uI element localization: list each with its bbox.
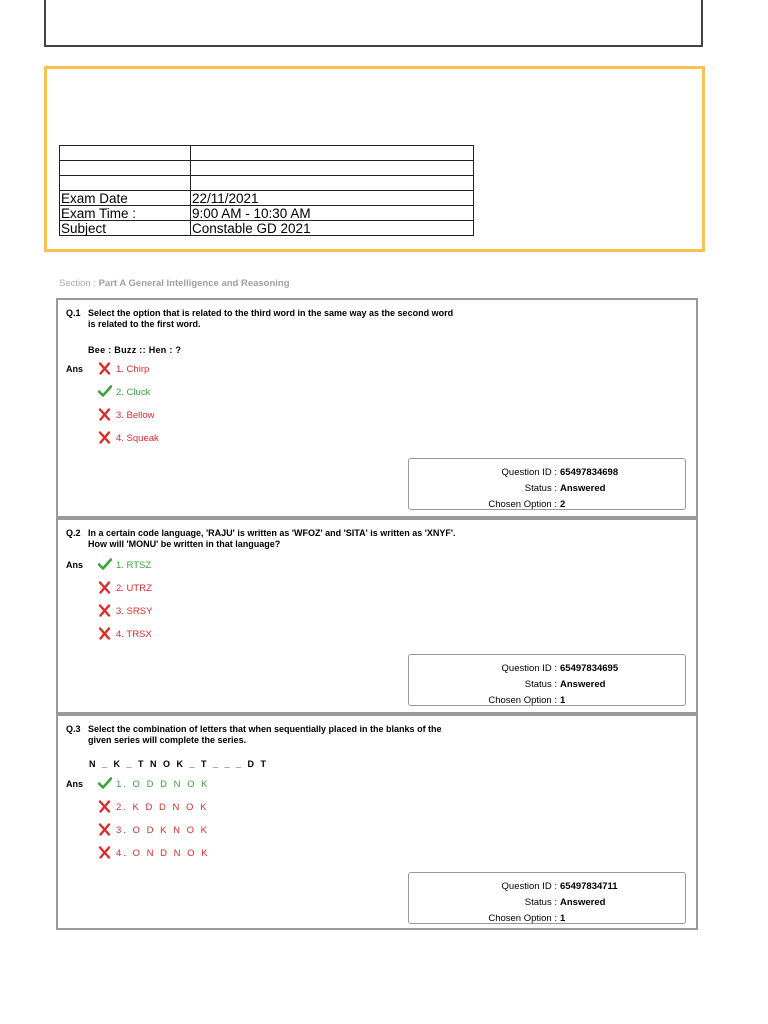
chosen-option-value: 2 <box>560 499 566 510</box>
chosen-option-label: Chosen Option : <box>488 913 557 924</box>
info-key <box>60 176 191 191</box>
info-value <box>191 146 474 161</box>
ans-label: Ans <box>66 779 84 789</box>
option-1 <box>98 777 209 791</box>
info-value <box>191 161 474 176</box>
option-text: 2. UTRZ <box>116 582 152 594</box>
chosen-option-value: 1 <box>560 913 566 924</box>
option-text: 4. O N D N O K <box>116 847 210 859</box>
ans-label: Ans <box>66 560 84 570</box>
cross-icon <box>98 408 114 422</box>
status-value: Answered <box>560 483 606 494</box>
check-icon <box>98 558 114 572</box>
info-row <box>60 191 474 206</box>
question-meta-box <box>408 654 686 706</box>
status-row <box>524 897 606 908</box>
check-icon <box>98 385 114 399</box>
info-row <box>60 221 474 236</box>
option-1 <box>98 362 149 376</box>
info-value: 22/11/2021 <box>191 191 474 206</box>
section-label <box>59 278 290 289</box>
question-analogy: Bee : Buzz :: Hen : ? <box>88 345 182 355</box>
info-key <box>60 161 191 176</box>
option-text: 3. SRSY <box>116 605 153 617</box>
status-value: Answered <box>560 897 606 908</box>
question-number: Q.1 <box>66 308 81 318</box>
section-prefix: Section : <box>59 278 99 289</box>
question-id-row <box>501 881 618 892</box>
check-icon <box>98 777 114 791</box>
option-text: 1. RTSZ <box>116 559 152 571</box>
option-text: 1. Chirp <box>116 363 150 375</box>
cross-icon <box>98 431 114 445</box>
question-number: Q.3 <box>66 724 81 734</box>
option-text: 3. Bellow <box>116 409 155 421</box>
info-value: 9:00 AM - 10:30 AM <box>191 206 474 221</box>
chosen-option-row <box>488 695 566 706</box>
info-value: Constable GD 2021 <box>191 221 474 236</box>
status-label: Status : <box>524 897 557 908</box>
info-key: Exam Time : <box>60 206 191 221</box>
question-meta-box <box>408 458 686 510</box>
question-id-value: 65497834698 <box>560 467 619 478</box>
cross-icon <box>98 800 114 814</box>
option-2 <box>98 385 150 399</box>
option-text: 2. K D D N O K <box>116 801 209 813</box>
option-1 <box>98 558 151 572</box>
option-text: 3. O D K N O K <box>116 824 209 836</box>
info-row <box>60 176 474 191</box>
status-value: Answered <box>560 679 606 690</box>
info-value <box>191 176 474 191</box>
cross-icon <box>98 846 114 860</box>
option-text: 4. TRSX <box>116 628 152 640</box>
question-text <box>66 308 453 330</box>
question-id-label: Question ID : <box>501 467 557 478</box>
question-id-row <box>501 467 619 478</box>
option-2 <box>98 581 152 595</box>
cross-icon <box>98 604 114 618</box>
question-card-3 <box>56 712 698 930</box>
info-key: Subject <box>60 221 191 236</box>
option-text: 4. Squeak <box>116 432 159 444</box>
question-line-2: is related to the first word. <box>88 319 201 329</box>
chosen-option-label: Chosen Option : <box>488 695 557 706</box>
question-id-value: 65497834695 <box>560 663 619 674</box>
question-line-1: Select the option that is related to the third word in the same way as the second word <box>88 308 454 318</box>
status-label: Status : <box>524 679 557 690</box>
option-2 <box>98 800 208 814</box>
question-card-1 <box>56 298 698 518</box>
status-row <box>524 483 606 494</box>
option-4 <box>98 846 209 860</box>
question-series: N _ K _ T N O K _ T _ _ _ D T <box>89 759 269 769</box>
header-box <box>44 0 703 47</box>
question-id-row <box>501 663 619 674</box>
cross-icon <box>98 627 114 641</box>
option-4 <box>98 627 152 641</box>
chosen-option-row <box>488 499 566 510</box>
question-text <box>66 724 442 746</box>
option-text: 2. Cluck <box>116 386 151 398</box>
question-card-2 <box>56 516 698 714</box>
question-id-value: 65497834711 <box>560 881 618 892</box>
status-label: Status : <box>524 483 557 494</box>
info-key: Exam Date <box>60 191 191 206</box>
candidate-info-box <box>44 66 705 252</box>
chosen-option-label: Chosen Option : <box>488 499 557 510</box>
question-line-2: given series will complete the series. <box>88 735 247 745</box>
chosen-option-value: 1 <box>560 695 566 706</box>
info-row <box>60 206 474 221</box>
exam-info-table <box>59 145 474 236</box>
option-3 <box>98 823 209 837</box>
option-3 <box>98 408 155 422</box>
question-meta-box <box>408 872 686 924</box>
info-row <box>60 161 474 176</box>
info-key <box>60 146 191 161</box>
info-row <box>60 146 474 161</box>
question-line-1: In a certain code language, 'RAJU' is written as 'WFOZ' and 'SITA' is written as 'XNYF'. <box>88 528 456 538</box>
cross-icon <box>98 823 114 837</box>
question-text <box>66 528 456 550</box>
cross-icon <box>98 581 114 595</box>
question-line-2: How will 'MONU' be written in that language? <box>88 539 281 549</box>
question-line-1: Select the combination of letters that when sequentially placed in the blanks of the <box>88 724 442 734</box>
chosen-option-row <box>488 913 566 924</box>
cross-icon <box>98 362 114 376</box>
question-number: Q.2 <box>66 528 81 538</box>
ans-label: Ans <box>66 364 84 374</box>
question-id-label: Question ID : <box>501 881 557 892</box>
option-4 <box>98 431 159 445</box>
question-id-label: Question ID : <box>501 663 557 674</box>
section-name: Part A General Intelligence and Reasoning <box>98 278 290 289</box>
option-3 <box>98 604 152 618</box>
status-row <box>524 679 606 690</box>
option-text: 1. O D D N O K <box>116 778 210 790</box>
